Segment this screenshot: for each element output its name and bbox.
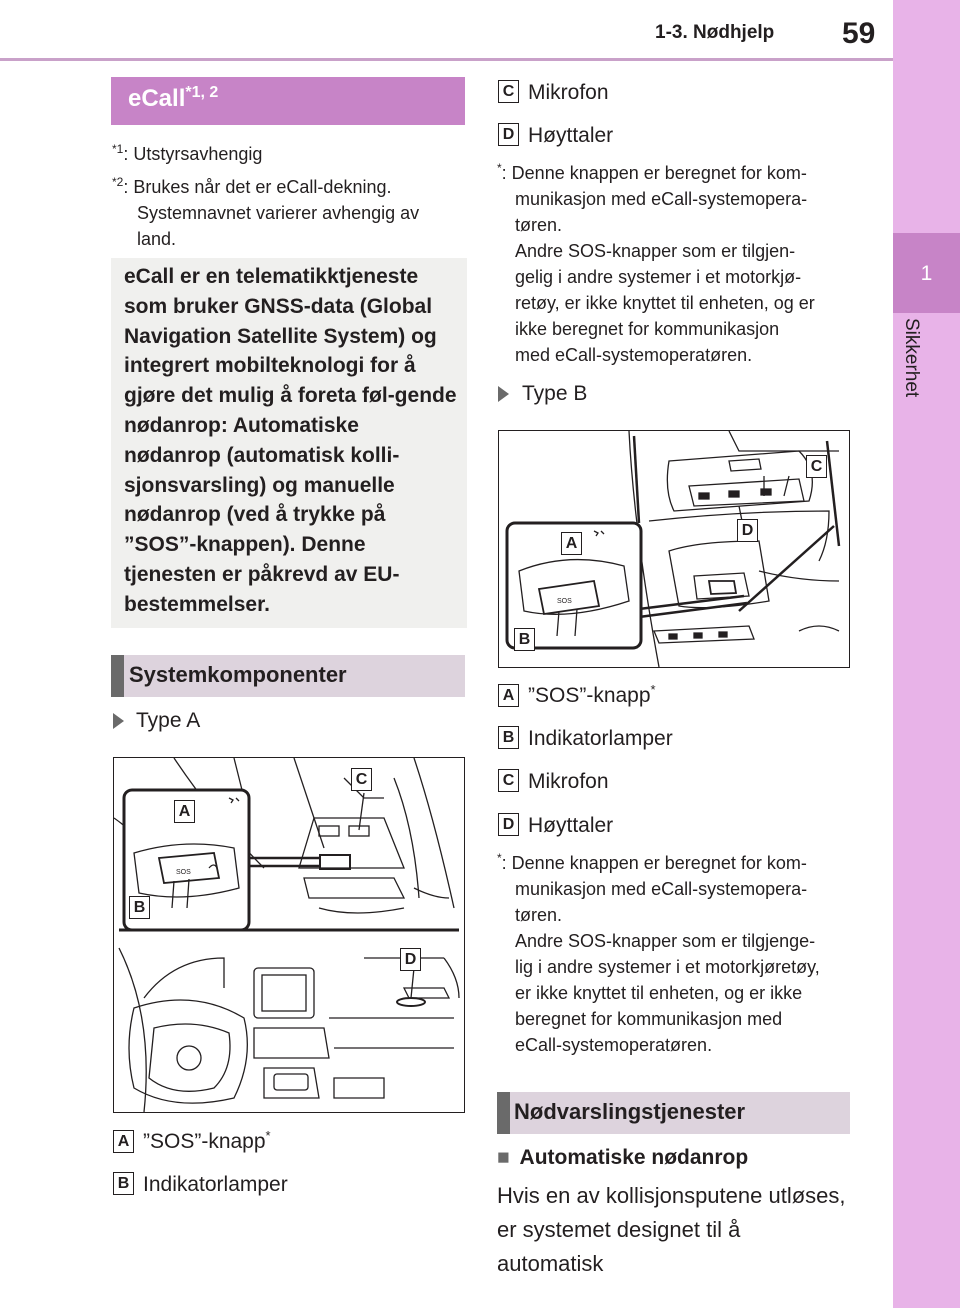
type-a-item-d-letter: D <box>498 123 519 146</box>
callout-d: D <box>400 948 421 971</box>
ecall-heading-sup: *1, 2 <box>185 84 219 101</box>
type-b-arrow-icon <box>498 386 509 402</box>
callout-d: D <box>737 519 758 542</box>
footnote-2-cont1: Systemnavnet varierer avhengig av <box>137 203 420 223</box>
type-a-item-b-letter: B <box>113 1172 134 1195</box>
type-a-note-line-6: retøy, er ikke knyttet til enheten, og er <box>515 293 815 313</box>
type-a-item-a-text: ”SOS”-knapp <box>143 1130 266 1153</box>
auto-heading-text: Automatiske nødanrop <box>519 1146 749 1169</box>
section-title: 1-3. Nødhjelp <box>655 22 775 43</box>
type-b-note-line-7: beregnet for kommunikasjon med <box>515 1009 783 1029</box>
type-b-label: Type B <box>522 382 588 405</box>
square-bullet-icon: ■ <box>497 1146 510 1169</box>
callout-a: A <box>561 532 582 555</box>
sos-button-text-a: SOS <box>176 869 191 876</box>
type-b-note-line-1: : Denne knappen er beregnet for kom- <box>501 853 807 873</box>
type-b-item-b-letter: B <box>498 726 519 749</box>
type-a-figure <box>113 757 465 1113</box>
type-a-note-line-1: : Denne knappen er beregnet for kom- <box>501 163 807 183</box>
type-b-item-a-sup: * <box>650 682 656 697</box>
type-b-figure <box>498 430 850 668</box>
footnote-2-text: : Brukes når det er eCall-dekning. <box>123 177 392 197</box>
callout-a: A <box>174 800 195 823</box>
type-a-label: Type A <box>136 709 201 732</box>
type-a-note-line-7: ikke beregnet for kommunikasjon <box>515 319 780 339</box>
type-a-item-a-sup: * <box>265 1128 271 1143</box>
side-tab-strip <box>893 0 960 1308</box>
header-rule <box>0 58 893 61</box>
body-text <box>497 1179 847 1281</box>
type-a-note <box>497 160 847 368</box>
type-b-note-mark: * <box>497 851 502 865</box>
type-b-note-line-5: lig i andre systemer i et motorkjøretøy, <box>515 957 820 977</box>
footnote-2-mark: *2 <box>112 175 124 189</box>
body-line-1: Hvis en av kollisjonsputene utløses, <box>497 1183 846 1208</box>
footnote-2 <box>112 174 462 252</box>
type-a-note-line-4: Andre SOS-knapper som er tilgjen- <box>515 241 796 261</box>
type-a-item-a-label <box>143 1130 271 1154</box>
type-b-note-line-2: munikasjon med eCall-systemopera- <box>515 879 808 899</box>
callout-c: C <box>806 455 827 478</box>
type-a-note-line-2: munikasjon med eCall-systemopera- <box>515 189 808 209</box>
ecall-heading <box>128 84 218 113</box>
type-a-note-line-8: med eCall-systemoperatøren. <box>515 345 753 365</box>
type-b-item-a-text: ”SOS”-knapp <box>528 684 651 707</box>
type-b-item-a-letter: A <box>498 684 519 707</box>
callout-b: B <box>129 896 150 919</box>
type-b-item-d-label: Høyttaler <box>528 814 614 837</box>
chapter-title: Sikkerhet <box>901 318 922 398</box>
type-b-note-line-3: tøren. <box>515 905 563 925</box>
type-b-item-c-label: Mikrofon <box>528 770 609 793</box>
type-b-note-line-4: Andre SOS-knapper som er tilgjenge- <box>515 931 816 951</box>
info-box-text: eCall er en telematikktjeneste som bruker GNSS-data (Global Navigation Satellite System) og integrert mobilteknologi for å gjøre det mulig å foreta føl-gende nødanrop: Automatiske nødanrop (automatisk kolli-sjonsvarsling) og manuelle nødanrop (ved å trykke på ”SOS”-knappen). Denne tjenesten er påkrevd av EU-bestemmelser. <box>124 265 457 616</box>
sos-button-text-b: SOS <box>557 598 572 605</box>
type-b-item-b-label: Indikatorlamper <box>528 727 673 750</box>
type-a-note-line-3: tøren. <box>515 215 563 235</box>
type-a-arrow-icon <box>113 713 124 729</box>
footnote-1-mark: *1 <box>112 142 124 156</box>
type-b-item-d-letter: D <box>498 813 519 836</box>
type-a-note-mark: * <box>497 161 502 175</box>
callout-b: B <box>514 628 535 651</box>
type-b-note-line-8: eCall-systemoperatøren. <box>515 1035 713 1055</box>
footnote-2-cont2: land. <box>137 229 177 249</box>
type-a-item-c-letter: C <box>498 80 519 103</box>
type-b-note-line-6: er ikke knyttet til enheten, og er ikke <box>515 983 803 1003</box>
page-number: 59 <box>842 17 876 50</box>
auto-heading <box>497 1146 748 1170</box>
systemkomponenter-heading: Systemkomponenter <box>129 662 347 687</box>
type-a-item-a-letter: A <box>113 1130 134 1153</box>
nodvarsling-heading: Nødvarslingstjenester <box>514 1099 746 1124</box>
type-a-item-d-label: Høyttaler <box>528 124 614 147</box>
body-line-2: er systemet designet til å automatisk <box>497 1217 741 1276</box>
footnote-1-text: : Utstyrsavhengig <box>123 144 263 164</box>
type-b-item-c-letter: C <box>498 769 519 792</box>
footnote-1 <box>112 141 462 167</box>
type-a-item-b-label: Indikatorlamper <box>143 1173 288 1196</box>
chapter-number: 1 <box>920 262 933 285</box>
ecall-heading-title: eCall <box>128 85 186 112</box>
type-b-note <box>497 850 847 1058</box>
type-b-illustration <box>499 431 849 667</box>
type-a-note-line-5: gelig i andre systemer i et motorkjø- <box>515 267 802 287</box>
type-b-item-a-label <box>528 684 656 708</box>
type-a-item-c-label: Mikrofon <box>528 81 609 104</box>
type-a-illustration <box>114 758 464 1112</box>
callout-c: C <box>351 768 372 791</box>
